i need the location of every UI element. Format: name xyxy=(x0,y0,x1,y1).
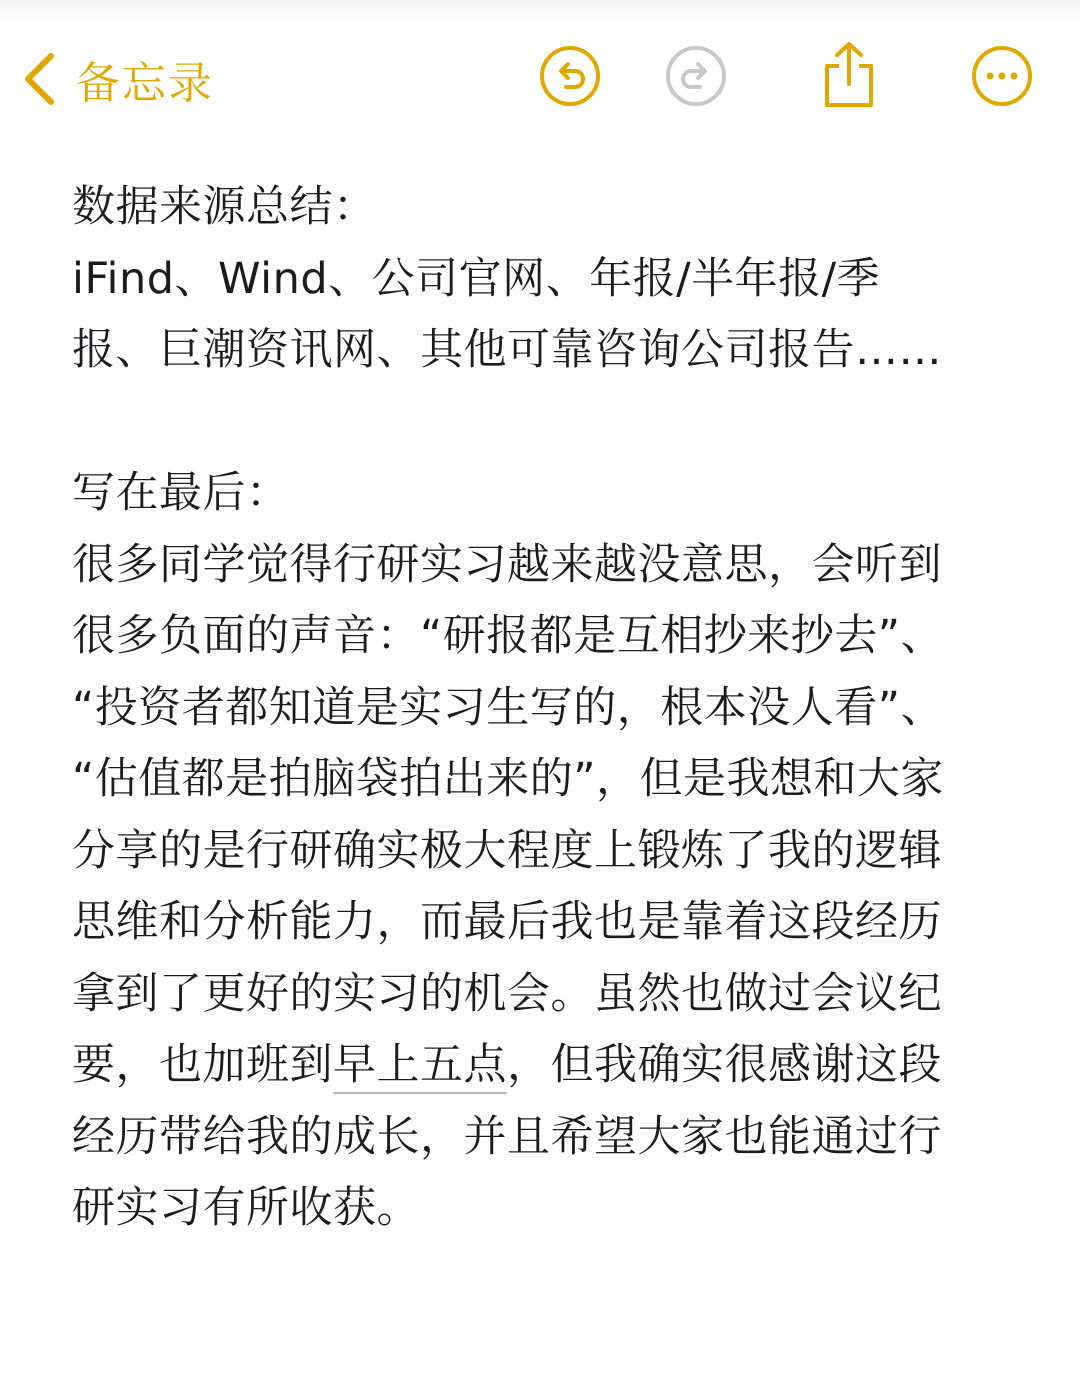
note-line: 很多同学觉得行研实习越来越没意思，会听到 xyxy=(72,539,942,590)
underlined-phrase: 早上五点 xyxy=(333,1040,507,1094)
blank-line xyxy=(72,387,1012,459)
note-line: iFind、Wind、公司官网、年报/半年报/季 xyxy=(72,253,881,304)
undo-icon xyxy=(538,44,602,108)
note-line: 很多负面的声音：“研报都是互相抄来抄去”、 xyxy=(72,611,945,661)
back-button[interactable] xyxy=(22,44,214,114)
note-line: 思维和分析能力，而最后我也是靠着这段经历 xyxy=(72,897,942,947)
note-line: 研实习有所收获。 xyxy=(72,1183,420,1233)
redo-icon xyxy=(664,44,728,108)
note-content[interactable] xyxy=(72,172,1012,1245)
more-button[interactable] xyxy=(970,44,1034,108)
section-title-closing: 写在最后： xyxy=(72,468,290,518)
note-text: ，但我确实很感谢这段 xyxy=(507,1040,942,1090)
back-label: 备忘录 xyxy=(76,58,214,109)
redo-button[interactable] xyxy=(664,44,728,108)
note-line: “投资者都知道是实习生写的，根本没人看”、 xyxy=(72,682,945,733)
note-text: 要，也加班到 xyxy=(72,1040,333,1090)
section-title-data-sources: 数据来源总结： xyxy=(72,182,377,232)
note-line: 经历带给我的成长，并且希望大家也能通过行 xyxy=(72,1111,942,1162)
share-icon xyxy=(817,40,881,110)
note-line: “估值都是拍脑袋拍出来的”，但是我想和大家 xyxy=(72,754,945,804)
chevron-left-icon xyxy=(22,51,56,107)
share-button[interactable] xyxy=(817,40,881,110)
undo-button[interactable] xyxy=(538,44,602,108)
note-line: 分享的是行研确实极大程度上锻炼了我的逻辑 xyxy=(72,825,942,876)
note-line: 报、巨潮资讯网、其他可靠咨询公司报告…… xyxy=(72,325,942,375)
note-line-with-highlight xyxy=(72,1030,1012,1102)
more-icon xyxy=(970,44,1034,108)
navigation-bar xyxy=(0,0,1080,150)
note-line: 拿到了更好的实习的机会。虽然也做过会议纪 xyxy=(72,968,942,1019)
